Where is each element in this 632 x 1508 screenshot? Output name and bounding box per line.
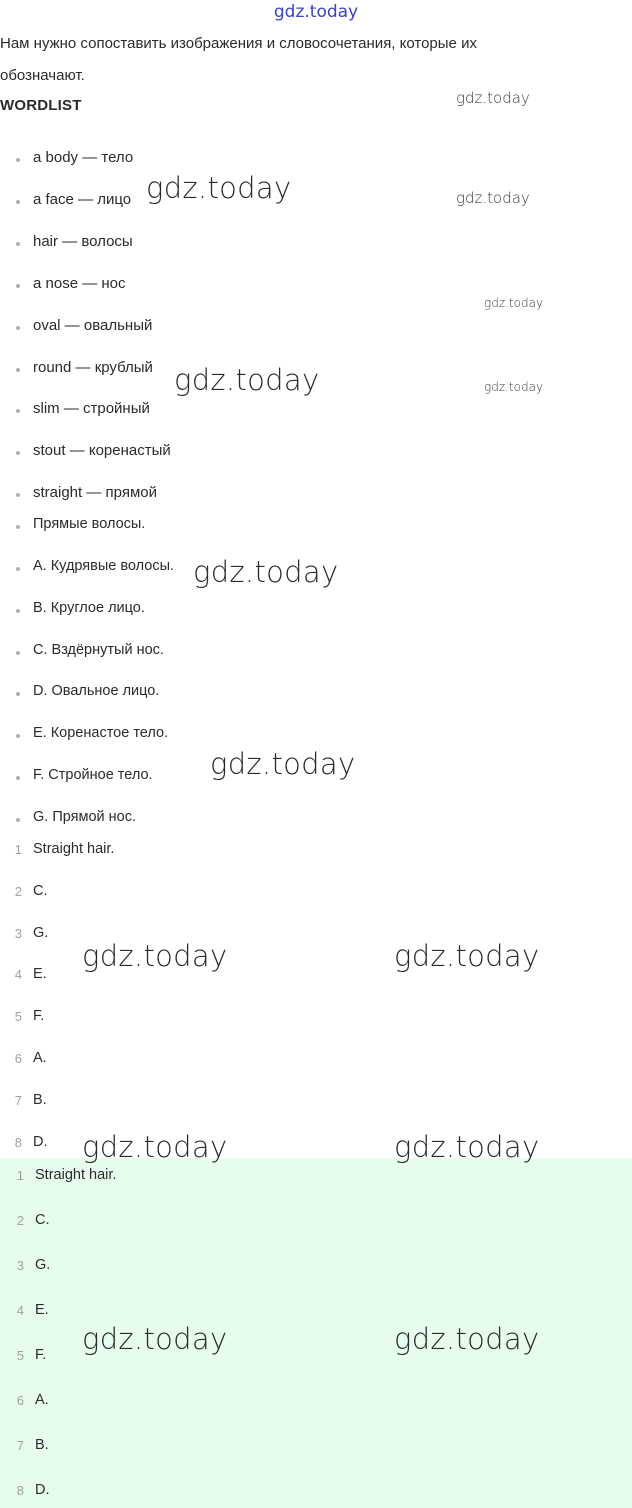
watermark: gdz.today — [174, 363, 320, 397]
list-item: B. Круглое лицо. — [33, 600, 145, 616]
list-item: F. — [35, 1347, 47, 1363]
watermark: gdz.today — [456, 89, 530, 107]
item-number: 6 — [16, 1393, 24, 1408]
item-number: 2 — [16, 1213, 24, 1228]
watermark: gdz.today — [456, 189, 530, 207]
list-item: a nose — нос — [33, 275, 126, 292]
watermark: gdz.today — [193, 555, 339, 589]
list-item: C. — [33, 883, 48, 899]
watermark: gdz.today — [394, 1130, 540, 1164]
wordlist-heading: WORDLIST — [0, 97, 82, 114]
site-logo[interactable]: gdz.today — [273, 2, 359, 22]
item-number: 7 — [14, 1093, 22, 1108]
list-item: C. Вздёрнутый нос. — [33, 642, 164, 658]
list-item: a body — тело — [33, 149, 134, 166]
list-item: G. — [33, 925, 49, 941]
item-number: 8 — [14, 1135, 22, 1150]
list-item: E. Коренастое тело. — [33, 725, 169, 741]
list-item: C. — [35, 1212, 50, 1228]
watermark: gdz.today — [394, 939, 540, 973]
list-item: D. Овальное лицо. — [33, 683, 160, 699]
item-number: 5 — [16, 1348, 24, 1363]
item-number: 5 — [14, 1009, 22, 1024]
list-item: F. Стройное тело. — [33, 767, 153, 783]
bullet-dot — [16, 326, 20, 330]
bullet-dot — [16, 818, 20, 822]
list-item: hair — волосы — [33, 233, 133, 250]
watermark: gdz.today — [484, 296, 544, 310]
bullet-dot — [16, 451, 20, 455]
list-item: G. Прямой нос. — [33, 809, 137, 825]
list-item: F. — [33, 1008, 45, 1024]
list-item: Straight hair. — [35, 1167, 117, 1183]
list-item: Прямые волосы. — [33, 516, 146, 532]
list-item: D. — [33, 1134, 48, 1150]
item-number: 2 — [14, 884, 22, 899]
item-number: 8 — [16, 1483, 24, 1498]
item-number: 3 — [14, 926, 22, 941]
intro-line-2: обозначают. — [0, 67, 85, 84]
bullet-dot — [16, 525, 20, 529]
bullet-dot — [16, 609, 20, 613]
item-number: 4 — [16, 1303, 24, 1318]
list-item: A. — [33, 1050, 47, 1066]
list-item: A. — [35, 1392, 49, 1408]
list-item: oval — овальный — [33, 317, 153, 334]
watermark: gdz.today — [82, 939, 228, 973]
watermark: gdz.today — [146, 171, 292, 205]
bullet-dot — [16, 368, 20, 372]
list-item: round — крублый — [33, 359, 153, 376]
bullet-dot — [16, 409, 20, 413]
list-item: a face — лицо — [33, 191, 132, 208]
bullet-dot — [16, 493, 20, 497]
item-number: 1 — [14, 842, 22, 857]
bullet-dot — [16, 200, 20, 204]
bullet-dot — [16, 158, 20, 162]
bullet-dot — [16, 692, 20, 696]
bullet-dot — [16, 651, 20, 655]
bullet-dot — [16, 776, 20, 780]
item-number: 7 — [16, 1438, 24, 1453]
watermark: gdz.today — [484, 380, 544, 394]
watermark: gdz.today — [82, 1322, 228, 1356]
bullet-dot — [16, 284, 20, 288]
list-item: straight — прямой — [33, 484, 157, 501]
watermark: gdz.today — [210, 747, 356, 781]
list-item: E. — [33, 966, 47, 982]
list-item: stout — коренастый — [33, 442, 171, 459]
bullet-dot — [16, 734, 20, 738]
item-number: 4 — [14, 967, 22, 982]
watermark: gdz.today — [82, 1130, 228, 1164]
list-item: B. — [33, 1092, 47, 1108]
list-item: Straight hair. — [33, 841, 115, 857]
watermark: gdz.today — [394, 1322, 540, 1356]
item-number: 1 — [16, 1168, 24, 1183]
item-number: 3 — [16, 1258, 24, 1273]
list-item: slim — стройный — [33, 400, 150, 417]
bullet-dot — [16, 242, 20, 246]
list-item: A. Кудрявые волосы. — [33, 558, 175, 574]
item-number: 6 — [14, 1051, 22, 1066]
list-item: G. — [35, 1257, 51, 1273]
list-item: B. — [35, 1437, 49, 1453]
list-item: E. — [35, 1302, 49, 1318]
list-item: D. — [35, 1482, 50, 1498]
bullet-dot — [16, 567, 20, 571]
intro-line-1: Нам нужно сопоставить изображения и словосочетания, которые их — [0, 35, 477, 52]
